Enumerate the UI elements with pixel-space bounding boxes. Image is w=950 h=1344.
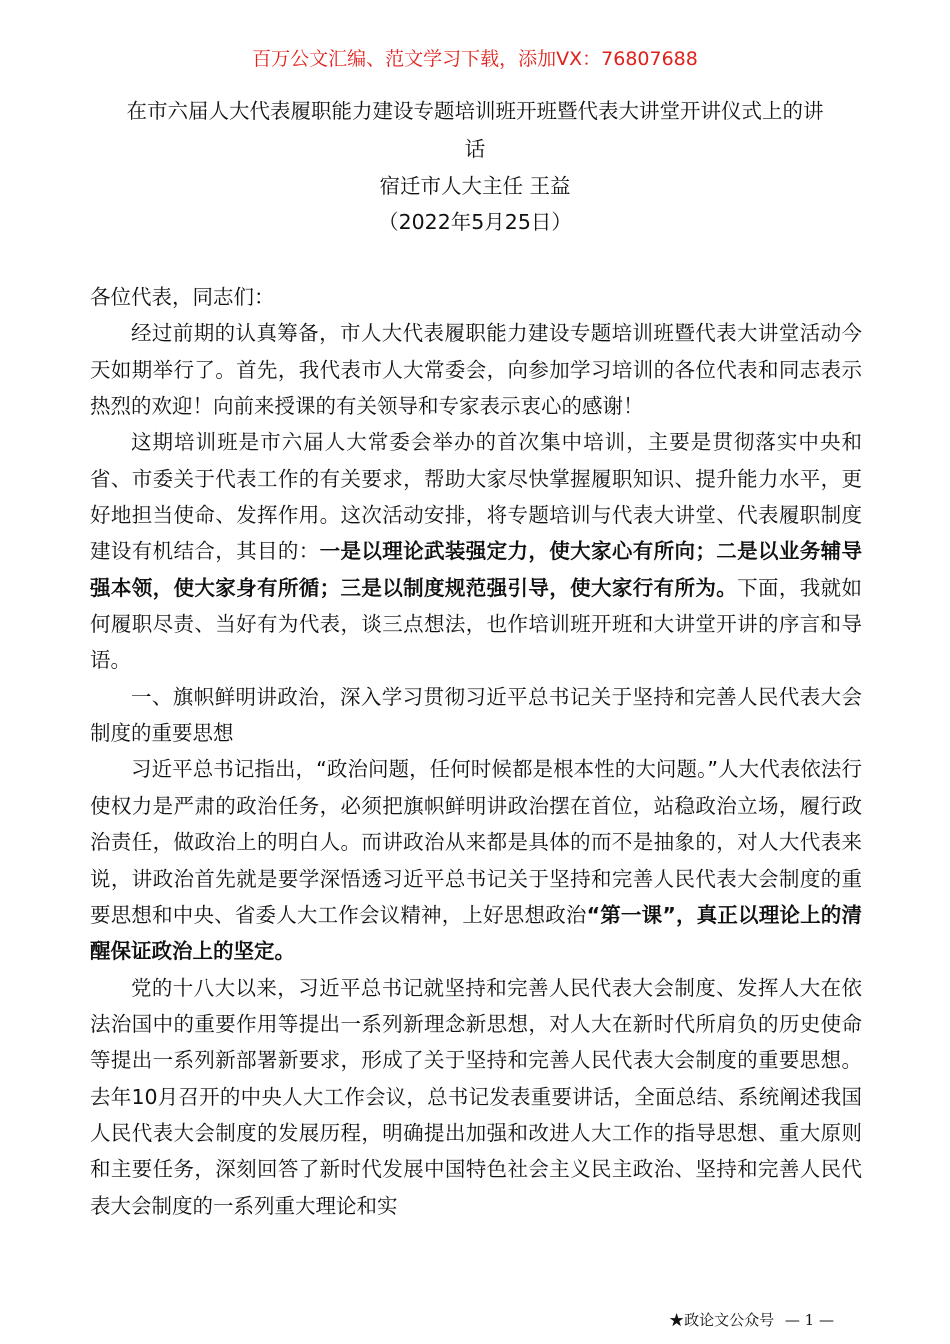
speech-date: （2022年5月25日）: [378, 210, 572, 234]
paragraph-thought: 党的十八大以来，习近平总书记就坚持和完善人民代表大会制度、发挥人大在依法治国中的重要作用等提出一系列新理念新思想，对人大在新时代所肩负的历史使命等提出一系列新部署新要求，形成了关于坚持和完善人民代表大会制度的重要思想。去年10月召开的中央人大工作会议，总书记发表重要讲话，全面总结、系统阐述我国人民代表大会制度的发展历程，明确提出加强和改进人大工作的指导思想、重大原则和主要任务，深刻回答了新时代发展中国特色社会主义民主政治、坚持和完善人民代表大会制度的一系列重大理论和实: [90, 975, 862, 1218]
salutation: 各位代表，同志们：: [90, 285, 275, 309]
paragraph-politics: [90, 751, 862, 969]
paragraph-politics-bold: “第一课”，真正以理论上的清醒保证政治上的坚定。: [90, 902, 862, 964]
speech-body: [90, 279, 862, 1224]
paragraph-purpose-text: 这期培训班是市六届人大常委会举办的首次集中培训，主要是贯彻落实中央和省、市委关于代表工作的有关要求，帮助大家尽快掌握履职知识、提升能力水平，更好地担当使命、发挥作用。这次活动安排，将专题培训与代表大讲堂、代表履职制度建设有机结合，其目的：: [90, 430, 862, 564]
page-footer: [669, 1308, 834, 1332]
section-heading-1: 一、旗帜鲜明讲政治，深入学习贯彻习近平总书记关于坚持和完善人民代表大会制度的重要思想: [90, 684, 862, 746]
footer-source: ★政论文公众号: [669, 1311, 775, 1329]
speech-title: [0, 92, 950, 168]
paragraph-politics-text: 习近平总书记指出，“政治问题，任何时候都是根本性的大问题。”人大代表依法行使权力是严肃的政治任务，必须把旗帜鲜明讲政治摆在首位，站稳政治立场，履行政治责任，做政治上的明白人。而讲政治从来都是具体的而不是抽象的，对人大代表来说，讲政治首先就是要学深悟透习近平总书记关于坚持和完善人民代表大会制度的重要思想和中央、省委人大工作会议精神，上好思想政治: [90, 757, 862, 927]
title-line-2: 话: [464, 137, 486, 161]
paragraph-purpose-bold: 一是以理论武装强定力，使大家心有所向；二是以业务辅导强本领，使大家身有所循；三是以制度规范强引导，使大家行有所为。: [90, 539, 862, 600]
paragraph-purpose-tail: 下面，我就如何履职尽责、当好有为代表，谈三点想法，也作培训班开班和大讲堂开讲的序言和导语。: [90, 575, 862, 673]
speaker-line: 宿迁市人大主任 王益: [379, 174, 571, 198]
paragraph-welcome: 经过前期的认真筹备，市人大代表履职能力建设专题培训班暨代表大讲堂活动今天如期举行了。首先，我代表市人大常委会，向参加学习培训的各位代表和同志表示热烈的欢迎！向前来授课的有关领导和专家表示衷心的感谢！: [90, 321, 862, 419]
paragraph-purpose: [90, 424, 862, 678]
promo-banner: 百万公文汇编、范文学习下载，添加VX：76807688: [252, 48, 698, 70]
page-number: — 1 —: [784, 1311, 834, 1329]
title-line-1: 在市六届人大代表履职能力建设专题培训班开班暨代表大讲堂开讲仪式上的讲: [126, 99, 824, 123]
